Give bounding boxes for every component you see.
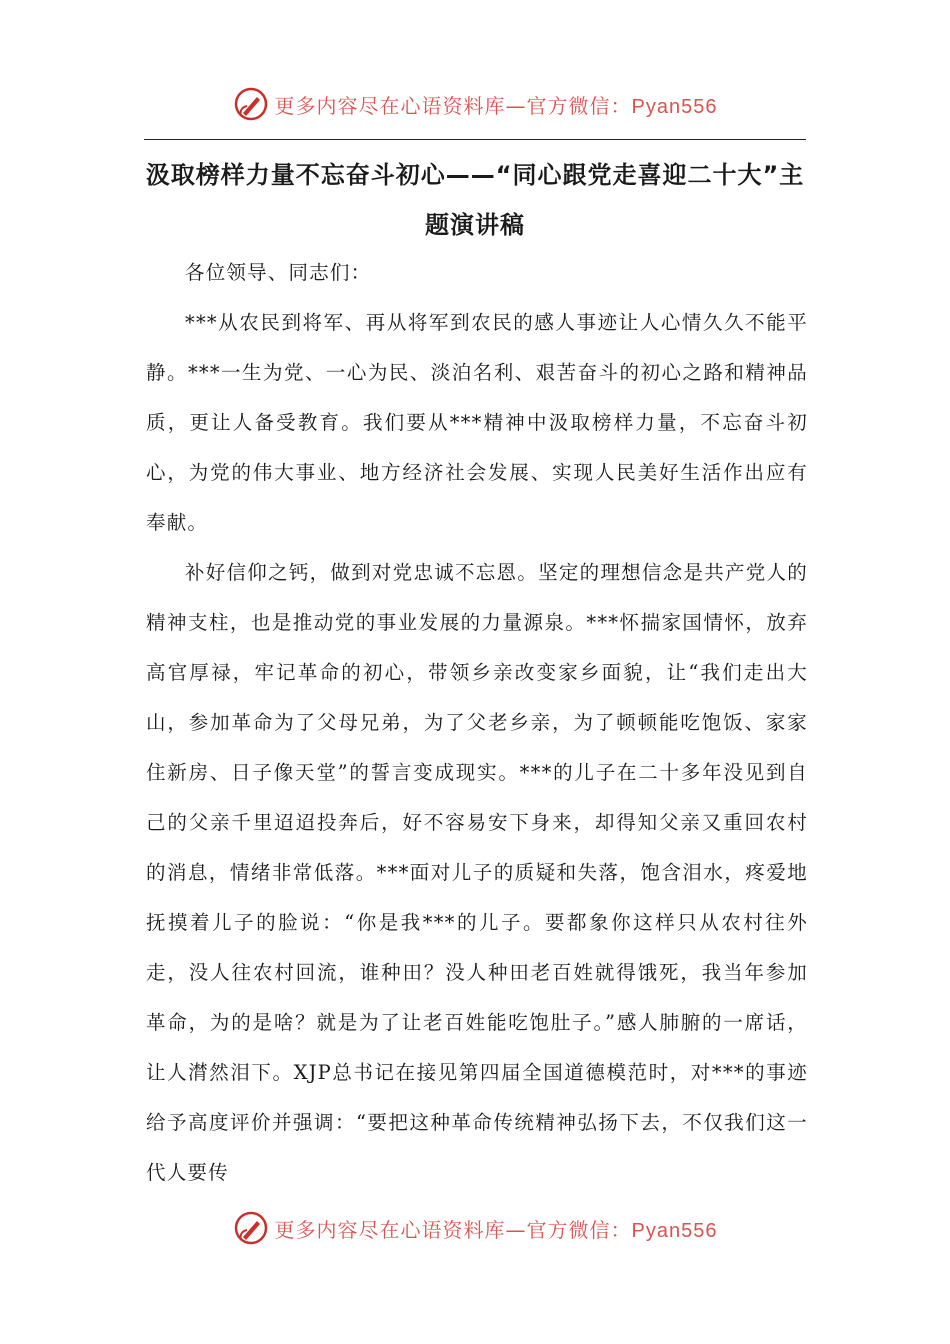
watermark-text: 更多内容尽在心语资料库—官方微信：Pyan556 xyxy=(274,93,718,118)
header-watermark xyxy=(0,84,950,124)
pen-logo-icon xyxy=(233,86,269,122)
body-paragraph: 补好信仰之钙，做到对党忠诚不忘恩。坚定的理想信念是共产党人的精神支柱，也是推动党的事业发展的力量源泉。***怀揣家国情怀，放弃高官厚禄，牢记革命的初心，带领乡亲改变家乡面貌，让“我们走出大山，参加革命为了父母兄弟，为了父老乡亲，为了顿顿能吃饱饭、家家住新房、日子像天堂”的誓言变成现实。***的儿子在二十多年没见到自己的父亲千里迢迢投奔后，好不容易安下身来，却得知父亲又重回农村的消息，情绪非常低落。***面对儿子的质疑和失落，饱含泪水，疼爱地抚摸着儿子的脸说：“你是我***的儿子。要都象你这样只从农村往外走，没人往农村回流，谁种田？没人种田老百姓就得饿死，我当年参加革命，为的是啥？就是为了让老百姓能吃饱肚子。”感人肺腑的一席话，让人潸然泪下。XJP总书记在接见第四届全国道德模范时，对***的事迹给予高度评价并强调：“要把这种革命传统精神弘扬下去，不仅我们这一代人要传 xyxy=(146,561,808,1184)
watermark-text: 更多内容尽在心语资料库—官方微信：Pyan556 xyxy=(274,1217,718,1242)
salutation: 各位领导、同志们： xyxy=(185,261,372,284)
body-paragraph: ***从农民到将军、再从将军到农民的感人事迹让人心情久久不能平静。***一生为党、一心为民、淡泊名利、艰苦奋斗的初心之路和精神品质，更让人备受教育。我们要从***精神中汲取榜样力量，不忘奋斗初心，为党的伟大事业、地方经济社会发展、实现人民美好生活作出应有奉献。 xyxy=(146,311,808,534)
document-title: 汲取榜样力量不忘奋斗初心——“同心跟党走喜迎二十大”主题演讲稿 xyxy=(145,161,805,239)
document-body xyxy=(146,248,808,1198)
pen-logo-icon xyxy=(233,1210,269,1246)
footer-watermark xyxy=(0,1208,950,1248)
header-divider xyxy=(144,139,806,140)
